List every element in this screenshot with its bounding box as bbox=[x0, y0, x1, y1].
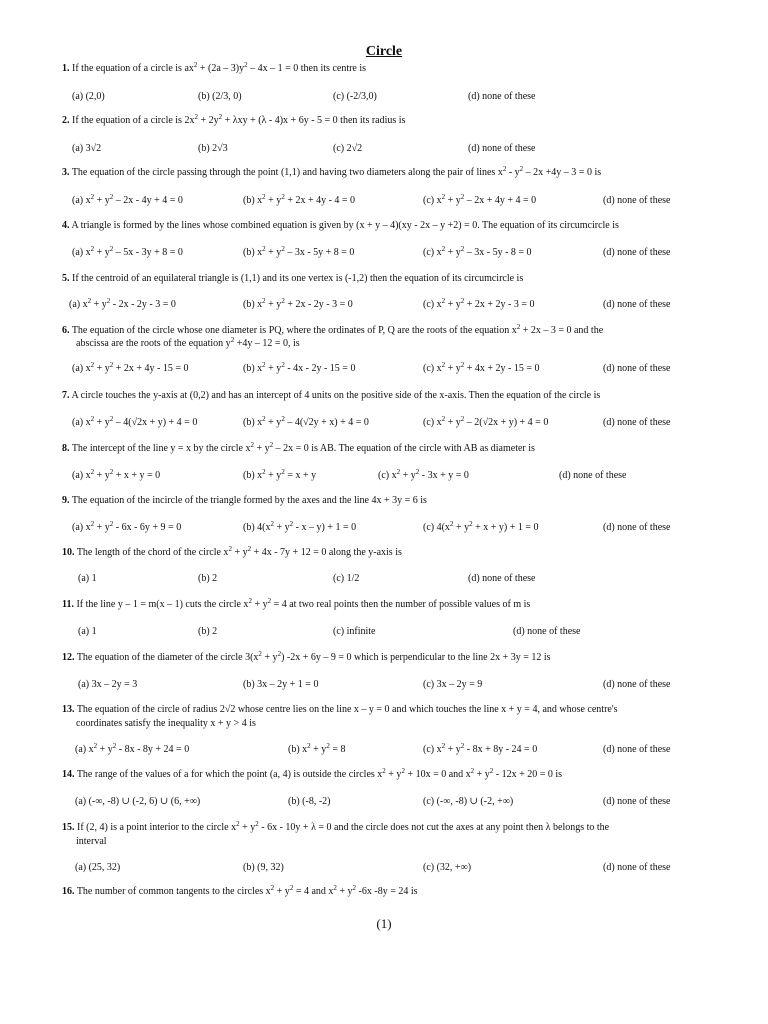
question-15 bbox=[62, 821, 712, 834]
option-a[interactable]: (a) (25, 32) bbox=[75, 862, 121, 873]
option-b[interactable]: (b) 2√3 bbox=[198, 143, 228, 154]
option-d[interactable]: (d) none of these bbox=[603, 522, 671, 533]
option-b[interactable]: (b) $x^2 + y^2 - 4(√2y + x) + 4 = 0$ bbox=[243, 415, 369, 428]
option-b[interactable]: (b) (2/3, 0) bbox=[198, 91, 242, 102]
options-row bbox=[0, 861, 768, 874]
page-title: Circle bbox=[365, 44, 403, 59]
options-row bbox=[0, 246, 768, 259]
option-d[interactable]: (d) none of these bbox=[513, 626, 581, 637]
option-d[interactable]: (d) none of these bbox=[468, 91, 536, 102]
option-b[interactable]: (b) $x^2 + y^2 = x + y$ bbox=[243, 468, 317, 481]
option-d[interactable]: (d) none of these bbox=[603, 417, 671, 428]
option-d[interactable]: (d) none of these bbox=[603, 195, 671, 206]
option-d[interactable]: (d) none of these bbox=[603, 363, 671, 374]
option-b[interactable]: (b) (9, 32) bbox=[243, 862, 284, 873]
question-number: 4. bbox=[62, 220, 70, 231]
question-text: The equation of the circle passing through the point (1,1) and having two diameters along the pair of lines $x^2 - y^2 - 2x +4y - 3 = 0$ is bbox=[71, 165, 602, 178]
option-d[interactable]: (d) none of these bbox=[468, 143, 536, 154]
option-c[interactable]: (c) $x^2 + y^2 - 3x + y = 0$ bbox=[378, 468, 469, 481]
options-row bbox=[0, 469, 768, 482]
options-row bbox=[0, 795, 768, 808]
question-text: The intercept of the line y = x by the circle $x^2 + y^2 - 2x = 0$ is AB. The equation of the circle with AB as diameter is bbox=[71, 441, 535, 454]
option-c[interactable]: (c) (-∞, -8) ∪ (-2, +∞) bbox=[423, 796, 514, 807]
option-c[interactable]: (c) $x^2 + y^2 - 3x - 5y - 8 = 0$ bbox=[423, 245, 532, 258]
option-a[interactable]: (a) $x^2 + y^2 - 6x - 6y + 9 = 0$ bbox=[72, 520, 182, 533]
option-a[interactable]: (a) $x^2 + y^2 + 2x + 4y - 15 = 0$ bbox=[72, 361, 189, 374]
option-d[interactable]: (d) none of these bbox=[603, 247, 671, 258]
option-b[interactable]: (b) 3x – 2y + 1 = 0 bbox=[243, 679, 319, 690]
option-b[interactable]: (b) $x^2 + y^2 - 4x - 2y - 15 = 0$ bbox=[243, 361, 356, 374]
option-c[interactable]: (c) $x^2 + y^2 + 2x + 2y - 3 = 0$ bbox=[423, 297, 535, 310]
option-a[interactable]: (a) 3x – 2y = 3 bbox=[78, 679, 138, 690]
options-row bbox=[0, 743, 768, 756]
question-text-continued: abscissa are the roots of the equation $y^2 +4y - 12 = 0$, is bbox=[76, 336, 300, 349]
question-5 bbox=[62, 272, 712, 285]
question-text: The number of common tangents to the circles $x^2 + y^2 = 4$ and $x^2 + y^2$ -6x -8y = 24 is bbox=[76, 884, 418, 897]
question-8 bbox=[62, 442, 712, 455]
question-text: The length of the chord of the circle $x^2 + y^2 + 4x - 7y + 12 = 0$ along the y-axis is bbox=[76, 545, 402, 558]
question-text: A circle touches the y-axis at (0,2) and has an intercept of 4 units on the positive side of the x-axis. Then the equation of the circle is bbox=[71, 390, 601, 401]
option-b[interactable]: (b) (-8, -2) bbox=[288, 796, 331, 807]
options-row bbox=[0, 298, 768, 311]
option-b[interactable]: (b) $x^2 + y^2 = 8$ bbox=[288, 742, 346, 755]
option-c[interactable]: (c) 2√2 bbox=[333, 143, 363, 154]
question-number: 14. bbox=[62, 769, 75, 780]
option-a[interactable]: (a) 1 bbox=[78, 626, 97, 637]
option-c[interactable]: (c) $x^2 + y^2 + 4x + 2y - 15 = 0$ bbox=[423, 361, 540, 374]
option-c[interactable]: (c) $4(x^2 + y^2 + x + y) + 1 = 0$ bbox=[423, 520, 539, 533]
option-a[interactable]: (a) (2,0) bbox=[72, 91, 105, 102]
option-a[interactable]: (a) $x^2 + y^2 - 2x - 4y + 4 = 0$ bbox=[72, 193, 183, 206]
question-number: 2. bbox=[62, 115, 70, 126]
option-d[interactable]: (d) none of these bbox=[468, 573, 536, 584]
options-row bbox=[0, 625, 768, 638]
option-a[interactable]: (a) 1 bbox=[78, 573, 97, 584]
options-row bbox=[0, 90, 768, 103]
question-text-continued: interval bbox=[76, 836, 107, 847]
question-text-continued: coordinates satisfy the inequality x + y > 4 is bbox=[76, 718, 256, 729]
question-number: 11. bbox=[62, 599, 74, 610]
option-a[interactable]: (a) $x^2 + y^2 - 8x - 8y + 24 = 0$ bbox=[75, 742, 190, 755]
question-number: 12. bbox=[62, 652, 75, 663]
question-number: 15. bbox=[62, 822, 75, 833]
option-d[interactable]: (d) none of these bbox=[559, 470, 627, 481]
option-b[interactable]: (b) $x^2 + y^2 + 2x + 4y - 4 = 0$ bbox=[243, 193, 356, 206]
question-2 bbox=[62, 114, 712, 127]
option-c[interactable]: (c) $x^2 + y^2 - 2(√2x + y) + 4 = 0$ bbox=[423, 415, 549, 428]
question-number: 7. bbox=[62, 390, 70, 401]
question-13 bbox=[62, 703, 712, 716]
question-text: A triangle is formed by the lines whose combined equation is given by (x + y – 4)(xy - 2x – y +2) = 0. The equation of its circumcircle is bbox=[71, 220, 619, 231]
option-b[interactable]: (b) 2 bbox=[198, 626, 218, 637]
question-text: The range of the values of a for which the point (a, 4) is outside the circles $x^2 + y^2 + 10x = 0$ and $x^2 + y^2 - 12x + 20 = 0$ is bbox=[76, 767, 563, 780]
question-10 bbox=[62, 546, 712, 559]
option-c[interactable]: (c) $x^2 + y^2 - 2x + 4y + 4 = 0$ bbox=[423, 193, 537, 206]
option-b[interactable]: (b) $4(x^2 + y^2 - x - y) + 1 = 0$ bbox=[243, 520, 357, 533]
question-16 bbox=[62, 885, 712, 898]
options-row bbox=[0, 194, 768, 207]
question-number: 9. bbox=[62, 495, 70, 506]
question-6 bbox=[62, 324, 712, 337]
question-text: The equation of the circle of radius 2√2 whose centre lies on the line x – y = 0 and which touches the line x + y = 4, and whose centre's bbox=[76, 704, 618, 715]
question-12 bbox=[62, 651, 712, 664]
question-3 bbox=[62, 166, 712, 179]
question-7 bbox=[62, 389, 712, 402]
question-text: The equation of the circle whose one diameter is PQ, where the ordinates of P, Q are the roots of the equation $x^2 + 2x - 3 = 0$ and the bbox=[71, 323, 604, 336]
option-c[interactable]: (c) infinite bbox=[333, 626, 376, 637]
question-9 bbox=[62, 494, 712, 507]
option-c[interactable]: (c) (-2/3,0) bbox=[333, 91, 377, 102]
option-d[interactable]: (d) none of these bbox=[603, 862, 671, 873]
question-4 bbox=[62, 219, 712, 232]
question-text: If the line y – 1 = m(x – 1) cuts the circle $x^2 + y^2 = 4$ at two real points then the number of possible values of m is bbox=[76, 597, 531, 610]
question-text: If (2, 4) is a point interior to the circle $x^2 + y^2 - 6x - 10y + \lambda = 0$ and the circle does not cut the axes at any point then λ belongs to the bbox=[77, 820, 610, 833]
option-d[interactable]: (d) none of these bbox=[603, 679, 671, 690]
option-c[interactable]: (c) 3x – 2y = 9 bbox=[423, 679, 483, 690]
question-text: If the centroid of an equilateral triangle is (1,1) and its one vertex is (-1,2) then the equation of its circumcircle is bbox=[72, 273, 524, 284]
options-row bbox=[0, 521, 768, 534]
question-text: If the equation of a circle is $2x^2 + 2y^2 + \lambda xy + (\lambda - 4)x + 6y - 5 = 0$ then its radius is bbox=[72, 113, 406, 126]
question-number: 3. bbox=[62, 167, 70, 178]
options-row bbox=[0, 362, 768, 375]
option-c[interactable]: (c) $x^2 + y^2 - 8x + 8y - 24 = 0$ bbox=[423, 742, 538, 755]
options-row bbox=[0, 572, 768, 585]
option-a[interactable]: (a) $x^2 + y^2 - 5x - 3y + 8 = 0$ bbox=[72, 245, 183, 258]
options-row bbox=[0, 142, 768, 155]
option-b[interactable]: (b) $x^2 + y^2 + 2x - 2y - 3 = 0$ bbox=[243, 297, 353, 310]
option-a[interactable]: (a) (-∞, -8) ∪ (-2, 6) ∪ (6, +∞) bbox=[75, 796, 201, 807]
option-a[interactable]: (a) $x^2 + y^2 - 4(√2x + y) + 4 = 0$ bbox=[72, 415, 198, 428]
options-row bbox=[0, 416, 768, 429]
option-d[interactable]: (d) none of these bbox=[603, 299, 671, 310]
page-number: (1) bbox=[376, 916, 392, 931]
question-text: If the equation of a circle is $ax^2 + (2a - 3)y^2 - 4x - 1 = 0$ then its centre is bbox=[72, 61, 367, 74]
option-a[interactable]: (a) $x^2 + y^2 - 2x - 2y - 3 = 0$ bbox=[69, 297, 176, 310]
question-number: 6. bbox=[62, 325, 70, 336]
option-a[interactable]: (a) $x^2 + y^2 + x + y = 0$ bbox=[72, 468, 161, 481]
option-b[interactable]: (b) 2 bbox=[198, 573, 218, 584]
option-b[interactable]: (b) $x^2 + y^2 - 3x - 5y + 8 = 0$ bbox=[243, 245, 355, 258]
question-11 bbox=[62, 598, 712, 611]
question-number: 13. bbox=[62, 704, 75, 715]
question-number: 16. bbox=[62, 886, 75, 897]
question-number: 5. bbox=[62, 273, 70, 284]
option-c[interactable]: (c) 1/2 bbox=[333, 573, 360, 584]
question-1 bbox=[62, 62, 712, 75]
option-c[interactable]: (c) (32, +∞) bbox=[423, 862, 472, 873]
options-row bbox=[0, 678, 768, 691]
option-a[interactable]: (a) 3√2 bbox=[72, 143, 102, 154]
question-text: The equation of the diameter of the circle $3(x^2 + y^2) -2x + 6y - 9 = 0$ which is perpendicular to the line 2x + 3y = 12 is bbox=[76, 650, 551, 663]
option-d[interactable]: (d) none of these bbox=[603, 796, 671, 807]
question-14 bbox=[62, 768, 712, 781]
question-number: 10. bbox=[62, 547, 75, 558]
question-text: The equation of the incircle of the triangle formed by the axes and the line 4x + 3y = 6 is bbox=[71, 495, 427, 506]
question-number: 8. bbox=[62, 443, 70, 454]
option-d[interactable]: (d) none of these bbox=[603, 744, 671, 755]
question-number: 1. bbox=[62, 63, 70, 74]
